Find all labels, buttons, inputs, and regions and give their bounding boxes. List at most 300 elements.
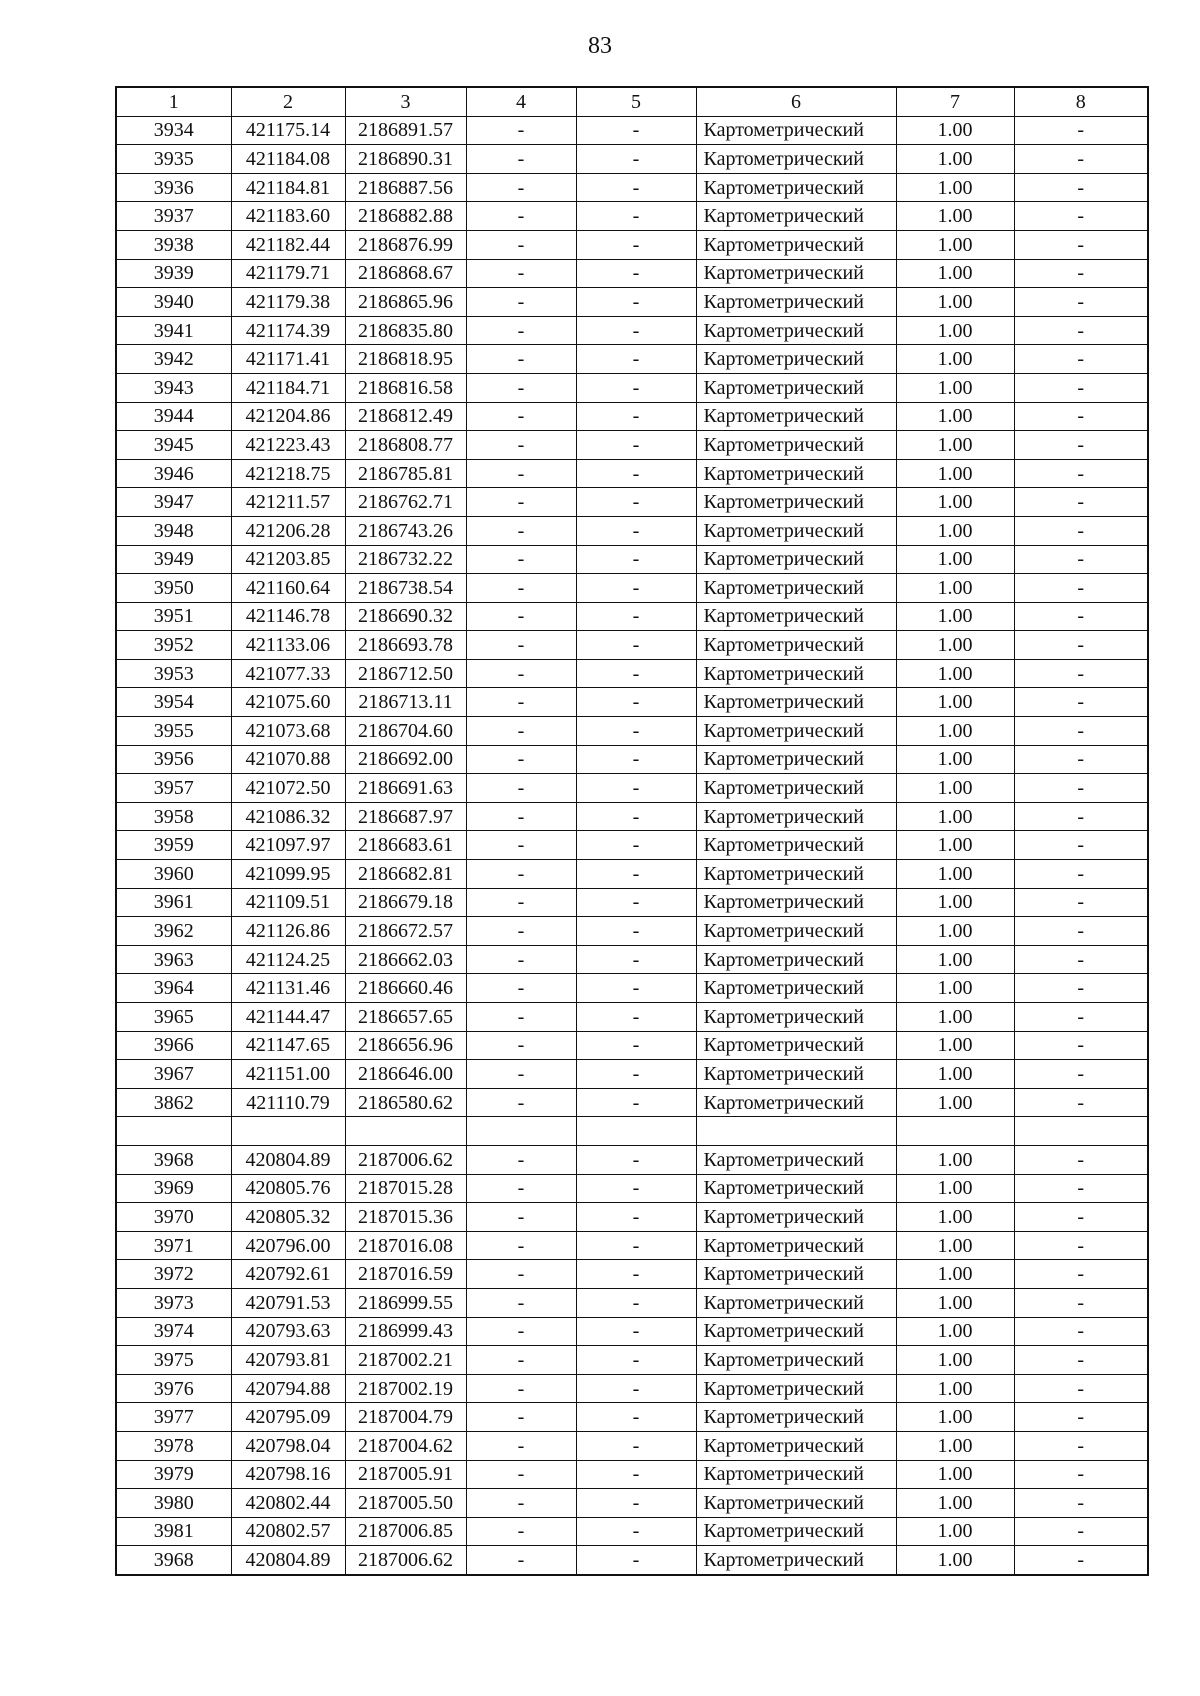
col4-cell: - [466, 1346, 576, 1375]
col5-cell: - [576, 1003, 696, 1032]
table-row [116, 1003, 1148, 1032]
y-coordinate-cell: 2186868.67 [345, 259, 466, 288]
col4-cell: - [466, 1060, 576, 1089]
column-header: 5 [576, 87, 696, 116]
col5-cell: - [576, 288, 696, 317]
accuracy-cell: 1.00 [896, 945, 1014, 974]
accuracy-cell: 1.00 [896, 116, 1014, 145]
table-row [116, 488, 1148, 517]
accuracy-cell: 1.00 [896, 488, 1014, 517]
y-coordinate-cell: 2186732.22 [345, 545, 466, 574]
point-number-cell: 3948 [116, 516, 231, 545]
col4-cell: - [466, 1288, 576, 1317]
accuracy-cell: 1.00 [896, 1460, 1014, 1489]
accuracy-cell: 1.00 [896, 1317, 1014, 1346]
col5-cell: - [576, 1145, 696, 1174]
method-cell: Картометрический [696, 402, 896, 431]
y-coordinate-cell: 2186891.57 [345, 116, 466, 145]
point-number-cell: 3937 [116, 202, 231, 231]
point-number-cell: 3938 [116, 230, 231, 259]
x-coordinate-cell: 421184.71 [231, 373, 345, 402]
accuracy-cell: 1.00 [896, 1231, 1014, 1260]
column-header: 1 [116, 87, 231, 116]
table-row [116, 1031, 1148, 1060]
method-cell: Картометрический [696, 1346, 896, 1375]
table-row [116, 1517, 1148, 1546]
point-number-cell: 3944 [116, 402, 231, 431]
y-coordinate-cell: 2186785.81 [345, 459, 466, 488]
col5-cell: - [576, 516, 696, 545]
point-number-cell: 3939 [116, 259, 231, 288]
accuracy-cell: 1.00 [896, 145, 1014, 174]
table-row [116, 974, 1148, 1003]
col8-cell: - [1014, 717, 1148, 746]
point-number-cell: 3941 [116, 316, 231, 345]
point-number-cell: 3942 [116, 345, 231, 374]
y-coordinate-cell: 2186704.60 [345, 717, 466, 746]
point-number-cell: 3974 [116, 1317, 231, 1346]
col4-cell: - [466, 288, 576, 317]
col8-cell: - [1014, 1288, 1148, 1317]
x-coordinate-cell: 421175.14 [231, 116, 345, 145]
table-row [116, 574, 1148, 603]
point-number-cell: 3961 [116, 888, 231, 917]
point-number-cell: 3935 [116, 145, 231, 174]
col5-cell: - [576, 1403, 696, 1432]
col5-cell: - [576, 1431, 696, 1460]
point-number-cell: 3975 [116, 1346, 231, 1375]
col4-cell: - [466, 488, 576, 517]
accuracy-cell: 1.00 [896, 459, 1014, 488]
table-row [116, 1317, 1148, 1346]
col5-cell: - [576, 202, 696, 231]
table-row [116, 345, 1148, 374]
x-coordinate-cell: 420802.57 [231, 1517, 345, 1546]
accuracy-cell: 1.00 [896, 1060, 1014, 1089]
method-cell: Картометрический [696, 631, 896, 660]
column-header: 3 [345, 87, 466, 116]
col5-cell: - [576, 1088, 696, 1117]
point-number-cell: 3979 [116, 1460, 231, 1489]
method-cell: Картометрический [696, 516, 896, 545]
y-coordinate-cell: 2186816.58 [345, 373, 466, 402]
col4-cell: - [466, 202, 576, 231]
x-coordinate-cell: 421124.25 [231, 945, 345, 974]
col8-cell: - [1014, 431, 1148, 460]
col8-cell: - [1014, 1174, 1148, 1203]
method-cell: Картометрический [696, 1088, 896, 1117]
accuracy-cell [896, 1117, 1014, 1146]
table-row [116, 1489, 1148, 1518]
col8-cell: - [1014, 488, 1148, 517]
method-cell: Картометрический [696, 945, 896, 974]
x-coordinate-cell: 420796.00 [231, 1231, 345, 1260]
col8-cell: - [1014, 659, 1148, 688]
col8-cell: - [1014, 402, 1148, 431]
method-cell: Картометрический [696, 1489, 896, 1518]
point-number-cell: 3945 [116, 431, 231, 460]
x-coordinate-cell: 421179.71 [231, 259, 345, 288]
method-cell: Картометрический [696, 974, 896, 1003]
x-coordinate-cell: 421223.43 [231, 431, 345, 460]
col4-cell: - [466, 917, 576, 946]
accuracy-cell: 1.00 [896, 1174, 1014, 1203]
accuracy-cell: 1.00 [896, 802, 1014, 831]
point-number-cell: 3953 [116, 659, 231, 688]
col8-cell: - [1014, 1374, 1148, 1403]
col4-cell: - [466, 688, 576, 717]
x-coordinate-cell: 421151.00 [231, 1060, 345, 1089]
method-cell: Картометрический [696, 1431, 896, 1460]
col4-cell: - [466, 602, 576, 631]
x-coordinate-cell: 420792.61 [231, 1260, 345, 1289]
accuracy-cell: 1.00 [896, 1431, 1014, 1460]
accuracy-cell: 1.00 [896, 1203, 1014, 1232]
col4-cell: - [466, 631, 576, 660]
accuracy-cell: 1.00 [896, 602, 1014, 631]
col5-cell: - [576, 802, 696, 831]
col5-cell: - [576, 688, 696, 717]
col5-cell: - [576, 574, 696, 603]
x-coordinate-cell: 421144.47 [231, 1003, 345, 1032]
table-row [116, 1174, 1148, 1203]
point-number-cell: 3966 [116, 1031, 231, 1060]
col8-cell: - [1014, 1203, 1148, 1232]
col5-cell: - [576, 431, 696, 460]
point-number-cell: 3949 [116, 545, 231, 574]
table-row [116, 1260, 1148, 1289]
col8-cell: - [1014, 1031, 1148, 1060]
accuracy-cell: 1.00 [896, 1260, 1014, 1289]
point-number-cell: 3862 [116, 1088, 231, 1117]
x-coordinate-cell: 421204.86 [231, 402, 345, 431]
method-cell: Картометрический [696, 917, 896, 946]
x-coordinate-cell: 421072.50 [231, 774, 345, 803]
accuracy-cell: 1.00 [896, 288, 1014, 317]
point-number-cell: 3959 [116, 831, 231, 860]
col5-cell: - [576, 1317, 696, 1346]
col4-cell: - [466, 373, 576, 402]
col4-cell: - [466, 116, 576, 145]
x-coordinate-cell: 421183.60 [231, 202, 345, 231]
accuracy-cell: 1.00 [896, 202, 1014, 231]
x-coordinate-cell: 421184.08 [231, 145, 345, 174]
col5-cell: - [576, 917, 696, 946]
y-coordinate-cell: 2187006.62 [345, 1145, 466, 1174]
y-coordinate-cell: 2186738.54 [345, 574, 466, 603]
point-number-cell: 3954 [116, 688, 231, 717]
col4-cell: - [466, 1260, 576, 1289]
method-cell: Картометрический [696, 1174, 896, 1203]
x-coordinate-cell: 420791.53 [231, 1288, 345, 1317]
accuracy-cell: 1.00 [896, 1088, 1014, 1117]
method-cell: Картометрический [696, 1374, 896, 1403]
accuracy-cell: 1.00 [896, 173, 1014, 202]
table-row [116, 202, 1148, 231]
y-coordinate-cell: 2186835.80 [345, 316, 466, 345]
y-coordinate-cell: 2186999.55 [345, 1288, 466, 1317]
col8-cell: - [1014, 373, 1148, 402]
table-row [116, 316, 1148, 345]
x-coordinate-cell: 421184.81 [231, 173, 345, 202]
column-header: 8 [1014, 87, 1148, 116]
y-coordinate-cell: 2187015.36 [345, 1203, 466, 1232]
col8-cell: - [1014, 1431, 1148, 1460]
y-coordinate-cell: 2186657.65 [345, 1003, 466, 1032]
col8-cell: - [1014, 516, 1148, 545]
accuracy-cell: 1.00 [896, 373, 1014, 402]
col5-cell [576, 1117, 696, 1146]
y-coordinate-cell: 2186656.96 [345, 1031, 466, 1060]
x-coordinate-cell: 421075.60 [231, 688, 345, 717]
table-row [116, 917, 1148, 946]
x-coordinate-cell: 421211.57 [231, 488, 345, 517]
method-cell: Картометрический [696, 1460, 896, 1489]
method-cell: Картометрический [696, 774, 896, 803]
col8-cell: - [1014, 860, 1148, 889]
col4-cell: - [466, 1374, 576, 1403]
x-coordinate-cell: 421146.78 [231, 602, 345, 631]
accuracy-cell: 1.00 [896, 659, 1014, 688]
col5-cell: - [576, 145, 696, 174]
table-row [116, 1145, 1148, 1174]
point-number-cell: 3952 [116, 631, 231, 660]
col4-cell: - [466, 1489, 576, 1518]
method-cell: Картометрический [696, 574, 896, 603]
x-coordinate-cell: 421160.64 [231, 574, 345, 603]
col5-cell: - [576, 659, 696, 688]
x-coordinate-cell: 420805.32 [231, 1203, 345, 1232]
col8-cell: - [1014, 1546, 1148, 1575]
col8-cell: - [1014, 631, 1148, 660]
accuracy-cell: 1.00 [896, 316, 1014, 345]
y-coordinate-cell: 2186887.56 [345, 173, 466, 202]
col5-cell: - [576, 316, 696, 345]
point-number-cell: 3972 [116, 1260, 231, 1289]
y-coordinate-cell: 2187016.59 [345, 1260, 466, 1289]
y-coordinate-cell: 2186762.71 [345, 488, 466, 517]
x-coordinate-cell: 420798.16 [231, 1460, 345, 1489]
x-coordinate-cell: 421110.79 [231, 1088, 345, 1117]
point-number-cell: 3971 [116, 1231, 231, 1260]
col4-cell: - [466, 860, 576, 889]
table-row [116, 631, 1148, 660]
col5-cell: - [576, 173, 696, 202]
method-cell: Картометрический [696, 259, 896, 288]
col4-cell: - [466, 717, 576, 746]
point-number-cell: 3958 [116, 802, 231, 831]
y-coordinate-cell [345, 1117, 466, 1146]
table-body [116, 116, 1148, 1575]
y-coordinate-cell: 2186580.62 [345, 1088, 466, 1117]
col5-cell: - [576, 1203, 696, 1232]
point-number-cell: 3969 [116, 1174, 231, 1203]
method-cell: Картометрический [696, 888, 896, 917]
col4-cell: - [466, 459, 576, 488]
col8-cell: - [1014, 602, 1148, 631]
accuracy-cell: 1.00 [896, 1346, 1014, 1375]
page-number: 83 [588, 33, 612, 59]
y-coordinate-cell: 2186672.57 [345, 917, 466, 946]
method-cell: Картометрический [696, 116, 896, 145]
method-cell: Картометрический [696, 373, 896, 402]
col4-cell: - [466, 345, 576, 374]
x-coordinate-cell: 420802.44 [231, 1489, 345, 1518]
table-row [116, 659, 1148, 688]
y-coordinate-cell: 2186682.81 [345, 860, 466, 889]
method-cell: Картометрический [696, 1317, 896, 1346]
method-cell: Картометрический [696, 1003, 896, 1032]
x-coordinate-cell: 421203.85 [231, 545, 345, 574]
y-coordinate-cell: 2186660.46 [345, 974, 466, 1003]
accuracy-cell: 1.00 [896, 1517, 1014, 1546]
method-cell: Картометрический [696, 173, 896, 202]
col5-cell: - [576, 259, 696, 288]
method-cell [696, 1117, 896, 1146]
method-cell: Картометрический [696, 1203, 896, 1232]
table-row [116, 431, 1148, 460]
table-row [116, 516, 1148, 545]
col4-cell: - [466, 1088, 576, 1117]
accuracy-cell: 1.00 [896, 1546, 1014, 1575]
col8-cell: - [1014, 802, 1148, 831]
y-coordinate-cell: 2186692.00 [345, 745, 466, 774]
table-row [116, 1231, 1148, 1260]
point-number-cell: 3976 [116, 1374, 231, 1403]
y-coordinate-cell: 2186646.00 [345, 1060, 466, 1089]
x-coordinate-cell: 421126.86 [231, 917, 345, 946]
col8-cell: - [1014, 1517, 1148, 1546]
y-coordinate-cell: 2186876.99 [345, 230, 466, 259]
col5-cell: - [576, 717, 696, 746]
col4-cell: - [466, 888, 576, 917]
col8-cell: - [1014, 945, 1148, 974]
col4-cell: - [466, 945, 576, 974]
method-cell: Картометрический [696, 717, 896, 746]
x-coordinate-cell: 421206.28 [231, 516, 345, 545]
accuracy-cell: 1.00 [896, 345, 1014, 374]
y-coordinate-cell: 2187002.19 [345, 1374, 466, 1403]
point-number-cell: 3960 [116, 860, 231, 889]
table-row [116, 860, 1148, 889]
accuracy-cell: 1.00 [896, 745, 1014, 774]
accuracy-cell: 1.00 [896, 831, 1014, 860]
x-coordinate-cell: 421182.44 [231, 230, 345, 259]
col8-cell: - [1014, 1489, 1148, 1518]
col5-cell: - [576, 1260, 696, 1289]
method-cell: Картометрический [696, 1403, 896, 1432]
method-cell: Картометрический [696, 1031, 896, 1060]
x-coordinate-cell: 421109.51 [231, 888, 345, 917]
col4-cell: - [466, 831, 576, 860]
col5-cell: - [576, 774, 696, 803]
point-number-cell: 3936 [116, 173, 231, 202]
col8-cell: - [1014, 1403, 1148, 1432]
point-number-cell: 3955 [116, 717, 231, 746]
accuracy-cell: 1.00 [896, 774, 1014, 803]
y-coordinate-cell: 2186882.88 [345, 202, 466, 231]
method-cell: Картометрический [696, 1546, 896, 1575]
col4-cell: - [466, 259, 576, 288]
x-coordinate-cell: 420804.89 [231, 1546, 345, 1575]
method-cell: Картометрический [696, 545, 896, 574]
y-coordinate-cell: 2186712.50 [345, 659, 466, 688]
col5-cell: - [576, 459, 696, 488]
col4-cell: - [466, 1003, 576, 1032]
table-row [116, 1060, 1148, 1089]
y-coordinate-cell: 2186662.03 [345, 945, 466, 974]
accuracy-cell: 1.00 [896, 888, 1014, 917]
col5-cell: - [576, 1031, 696, 1060]
col4-cell: - [466, 316, 576, 345]
col8-cell: - [1014, 574, 1148, 603]
y-coordinate-cell: 2187006.85 [345, 1517, 466, 1546]
table-row [116, 230, 1148, 259]
col8-cell: - [1014, 831, 1148, 860]
col5-cell: - [576, 745, 696, 774]
col4-cell: - [466, 1203, 576, 1232]
col4-cell: - [466, 745, 576, 774]
method-cell: Картометрический [696, 860, 896, 889]
accuracy-cell: 1.00 [896, 1003, 1014, 1032]
col8-cell [1014, 1117, 1148, 1146]
method-cell: Картометрический [696, 345, 896, 374]
table-row [116, 1403, 1148, 1432]
col5-cell: - [576, 1231, 696, 1260]
point-number-cell: 3981 [116, 1517, 231, 1546]
col4-cell: - [466, 230, 576, 259]
point-number-cell: 3950 [116, 574, 231, 603]
accuracy-cell: 1.00 [896, 974, 1014, 1003]
col4-cell: - [466, 1403, 576, 1432]
col8-cell: - [1014, 316, 1148, 345]
col8-cell: - [1014, 1460, 1148, 1489]
x-coordinate-cell: 421070.88 [231, 745, 345, 774]
method-cell: Картометрический [696, 230, 896, 259]
table-header-row [116, 87, 1148, 116]
column-header: 2 [231, 87, 345, 116]
x-coordinate-cell: 421099.95 [231, 860, 345, 889]
method-cell: Картометрический [696, 1288, 896, 1317]
x-coordinate-cell: 421147.65 [231, 1031, 345, 1060]
table-row [116, 717, 1148, 746]
accuracy-cell: 1.00 [896, 1288, 1014, 1317]
table-row [116, 459, 1148, 488]
y-coordinate-cell: 2186691.63 [345, 774, 466, 803]
point-number-cell: 3934 [116, 116, 231, 145]
x-coordinate-cell: 420798.04 [231, 1431, 345, 1460]
x-coordinate-cell: 421179.38 [231, 288, 345, 317]
col4-cell: - [466, 1517, 576, 1546]
accuracy-cell: 1.00 [896, 688, 1014, 717]
col5-cell: - [576, 373, 696, 402]
col5-cell: - [576, 1546, 696, 1575]
y-coordinate-cell: 2186818.95 [345, 345, 466, 374]
point-number-cell: 3964 [116, 974, 231, 1003]
accuracy-cell: 1.00 [896, 431, 1014, 460]
method-cell: Картометрический [696, 288, 896, 317]
y-coordinate-cell: 2187005.50 [345, 1489, 466, 1518]
y-coordinate-cell: 2186890.31 [345, 145, 466, 174]
table-row [116, 116, 1148, 145]
x-coordinate-cell [231, 1117, 345, 1146]
x-coordinate-cell: 420793.81 [231, 1346, 345, 1375]
col8-cell: - [1014, 1088, 1148, 1117]
accuracy-cell: 1.00 [896, 1031, 1014, 1060]
col8-cell: - [1014, 1260, 1148, 1289]
table-row [116, 1546, 1148, 1575]
col4-cell: - [466, 774, 576, 803]
